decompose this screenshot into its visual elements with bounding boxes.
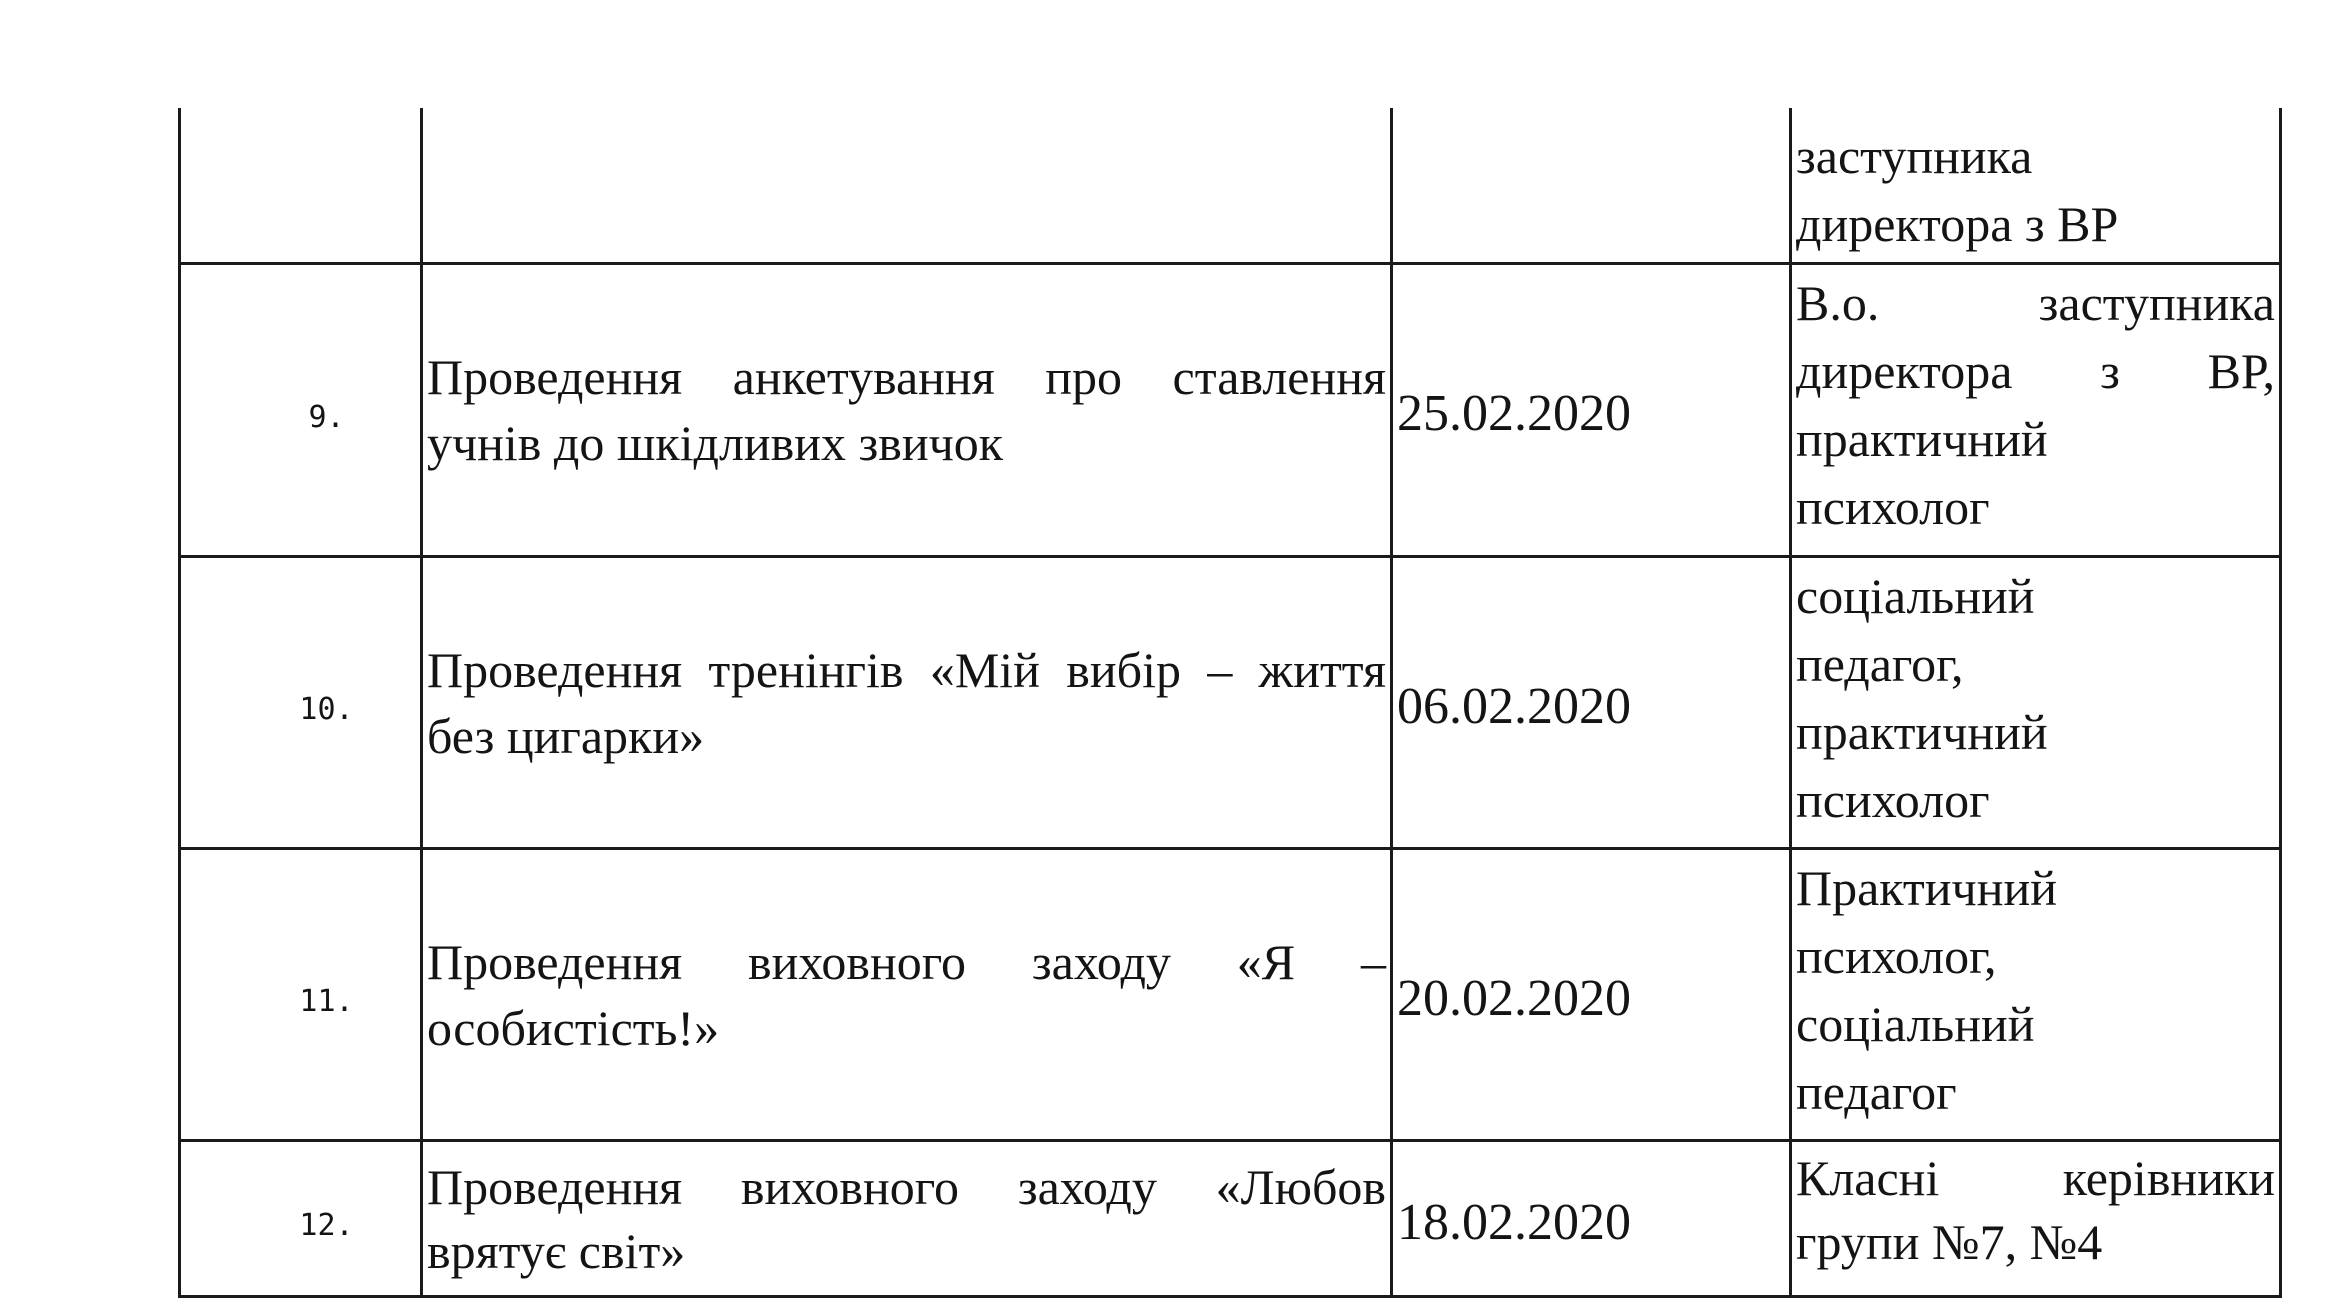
responsible-line: практичний: [1796, 704, 2048, 760]
responsible-line: психолог: [1796, 772, 1990, 828]
row-number: 10.: [180, 557, 422, 849]
event-description: Проведення тренінгів «Мій вибір – життя без цигарки»: [422, 557, 1392, 849]
event-date: 20.02.2020: [1392, 849, 1791, 1141]
row-number: 11.: [180, 849, 422, 1141]
table-row: [180, 1141, 2281, 1297]
responsible-line: психолог,: [1796, 928, 1997, 984]
event-description: Проведення виховного заходу «Любов врятує світ»: [422, 1141, 1392, 1297]
row-number: 9.: [180, 264, 422, 557]
responsible-line: директора з ВР,: [1796, 343, 2275, 399]
event-description: Проведення виховного заходу «Я – особистість!»: [422, 849, 1392, 1141]
event-date: 06.02.2020: [1392, 557, 1791, 849]
responsible-line: директора з ВР: [1796, 196, 2119, 252]
table-row: [180, 557, 2281, 849]
responsible-line: соціальний: [1796, 568, 2035, 624]
responsible-line: педагог,: [1796, 636, 1964, 692]
events-table: [178, 108, 2282, 1298]
responsible-cell: [1791, 849, 2281, 1141]
responsible-line: соціальний: [1796, 996, 2035, 1052]
responsible-line: Класні керівники: [1796, 1150, 2275, 1206]
responsible-cell: [1791, 1141, 2281, 1297]
row-number: [180, 108, 422, 264]
table-row: [180, 108, 2281, 264]
responsible-cell: [1791, 264, 2281, 557]
responsible-line: Практичний: [1796, 860, 2057, 916]
event-date: 25.02.2020: [1392, 264, 1791, 557]
responsible-line: педагог: [1796, 1064, 1957, 1120]
event-description: [422, 108, 1392, 264]
table-row: [180, 264, 2281, 557]
event-description: Проведення анкетування про ставлення учнів до шкідливих звичок: [422, 264, 1392, 557]
row-number: 12.: [180, 1141, 422, 1297]
event-date: 18.02.2020: [1392, 1141, 1791, 1297]
responsible-line: практичний: [1796, 411, 2048, 467]
responsible-cell: [1791, 557, 2281, 849]
responsible-line: В.о. заступника: [1796, 275, 2275, 331]
responsible-line: психолог: [1796, 479, 1990, 535]
event-date: [1392, 108, 1791, 264]
table-row: [180, 849, 2281, 1141]
responsible-line: групи №7, №4: [1796, 1214, 2103, 1270]
responsible-line: заступника: [1796, 128, 2033, 184]
responsible-cell: [1791, 108, 2281, 264]
